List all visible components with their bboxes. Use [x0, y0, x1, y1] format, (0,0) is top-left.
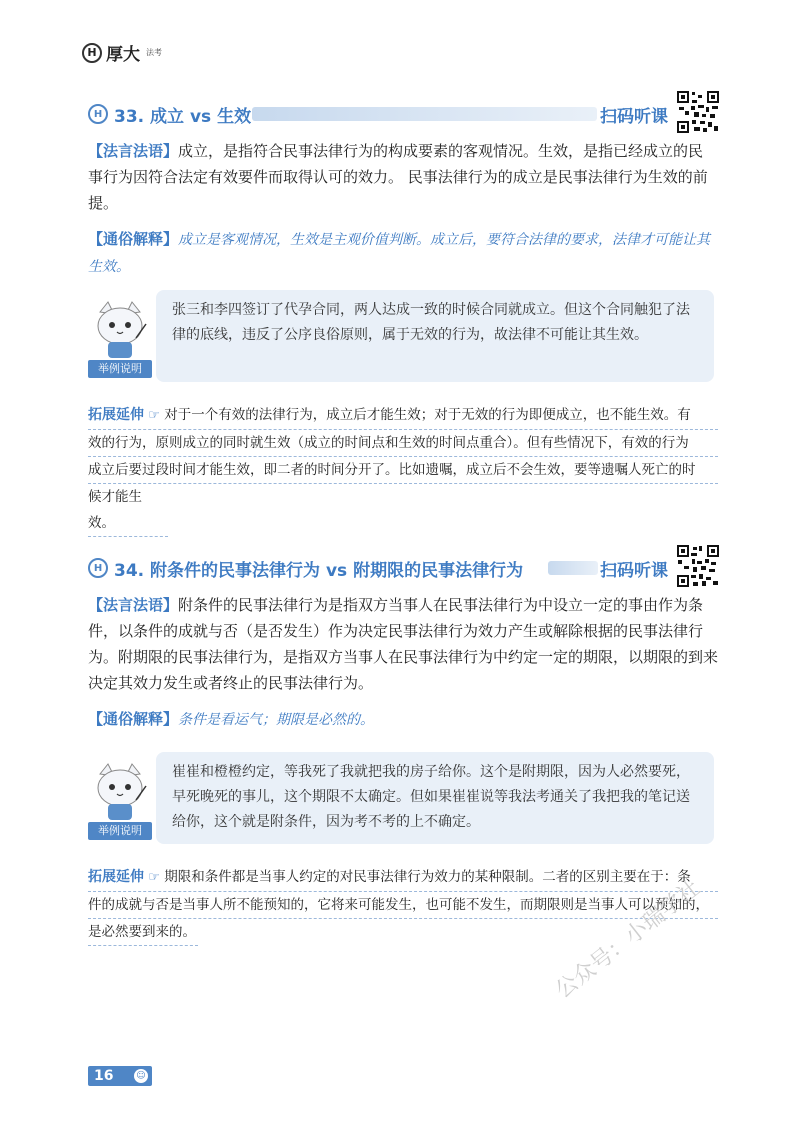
plain-tag: 【通俗解释】	[88, 710, 179, 728]
ext-line: 效的行为，原则成立的同时就生效（成立的时间点和生效的时间点重合）。但有些情况下，有效的行为	[88, 430, 718, 457]
cat-mascot-icon	[88, 760, 152, 824]
ext-tag: 拓展延伸	[88, 407, 144, 423]
ext-tag: 拓展延伸	[88, 869, 144, 885]
plain-tag: 【通俗解释】	[88, 230, 179, 248]
legal-definition-33	[88, 138, 718, 216]
plain-explanation-33	[88, 226, 718, 280]
qr-code-icon[interactable]	[676, 544, 720, 588]
plain-text: 成立是客观情况，生效是主观价值判断。成立后，要符合法律的要求，法律才可能让其生效。	[88, 232, 711, 275]
pointing-hand-icon: ☞	[148, 870, 160, 885]
example-text: 张三和李四签订了代孕合同，两人达成一致的时候合同就成立。但这个合同触犯了法律的底线，违反了公序良俗原则，属于无效的行为，故法律不可能让其生效。	[172, 302, 690, 343]
ext-line: 候才能生效。	[88, 484, 168, 537]
scan-to-listen-label: 扫码听课	[600, 107, 668, 127]
title-bar	[548, 561, 598, 575]
watermark: 公众号：小瑞学社	[551, 875, 706, 1004]
ext-line: 件的成就与否是当事人所不能预知的，它将来可能发生，也可能不发生，而期限则是当事人可以预知的，	[88, 892, 718, 919]
example-bubble	[156, 752, 714, 844]
section-title: 33. 成立 vs 生效	[114, 107, 252, 127]
example-text: 崔崔和橙橙约定，等我死了我就把我的房子给你。这个是附期限，因为人必然要死，早死晚死的事儿，这个期限不太确定。但如果崔崔说等我法考通关了我把我的笔记送给你，这个就是附条件，因为考不考的上不确定。	[172, 764, 690, 830]
section-badge-icon: H	[88, 558, 108, 578]
example-bubble	[156, 290, 714, 382]
logo-tag: 法考	[146, 48, 162, 57]
cat-mascot-icon	[88, 298, 152, 362]
example-box-33	[86, 290, 716, 382]
ext-line: 成立后要过段时间才能生效，即二者的时间分开了。比如遗嘱，成立后不会生效，要等遗嘱人死亡的时	[88, 457, 718, 484]
section-badge-icon: H	[88, 104, 108, 124]
plain-text: 条件是看运气；期限是必然的。	[178, 712, 375, 728]
ext-line: 是必然要到来的。	[88, 919, 198, 946]
page-badge-icon: ☺	[134, 1069, 148, 1083]
mascot-image	[88, 298, 152, 378]
logo-text: 厚大	[106, 45, 140, 65]
legal-tag: 【法言法语】	[88, 142, 179, 160]
section-33-heading	[88, 98, 728, 134]
legal-text: 附条件的民事法律行为是指双方当事人在民事法律行为中设立一定的事由作为条件，以条件的成就与否（是否发生）作为决定民事法律行为效力产生或解除根据的民事法律行为。附期限的民事法律行为，是指双方当事人在民事法律行为中约定一定的期限，以期限的到来决定其效力发生或者终止的民事法律行为。	[88, 596, 719, 692]
section-34-heading	[88, 552, 728, 588]
example-label: 举例说明	[88, 822, 152, 840]
header-logo	[82, 40, 162, 65]
plain-explanation-34	[88, 706, 718, 733]
title-bar	[252, 107, 597, 121]
legal-tag: 【法言法语】	[88, 596, 179, 614]
legal-text: 成立，是指符合民事法律行为的构成要素的客观情况。生效，是指已经成立的民事行为因符合法定有效要件而取得认可的效力。 民事法律行为的成立是民事法律行为生效的前提。	[88, 142, 708, 212]
scan-to-listen-label: 扫码听课	[600, 561, 668, 581]
section-title: 34. 附条件的民事法律行为 vs 附期限的民事法律行为	[114, 561, 524, 581]
legal-definition-34	[88, 592, 718, 696]
extension-33	[88, 402, 718, 537]
example-box-34	[86, 752, 716, 844]
logo-icon: H	[82, 43, 102, 63]
pointing-hand-icon: ☞	[148, 408, 160, 423]
mascot-image	[88, 760, 152, 840]
qr-code-icon[interactable]	[676, 90, 720, 134]
page-number: 16 ☺	[88, 1066, 152, 1086]
example-label: 举例说明	[88, 360, 152, 378]
ext-line: 拓展延伸 ☞ 对于一个有效的法律行为，成立后才能生效；对于无效的行为即便成立，也不能生效。有	[88, 402, 718, 430]
ext-line: 拓展延伸 ☞ 期限和条件都是当事人约定的对民事法律行为效力的某种限制。二者的区别主要在于：条	[88, 864, 718, 892]
